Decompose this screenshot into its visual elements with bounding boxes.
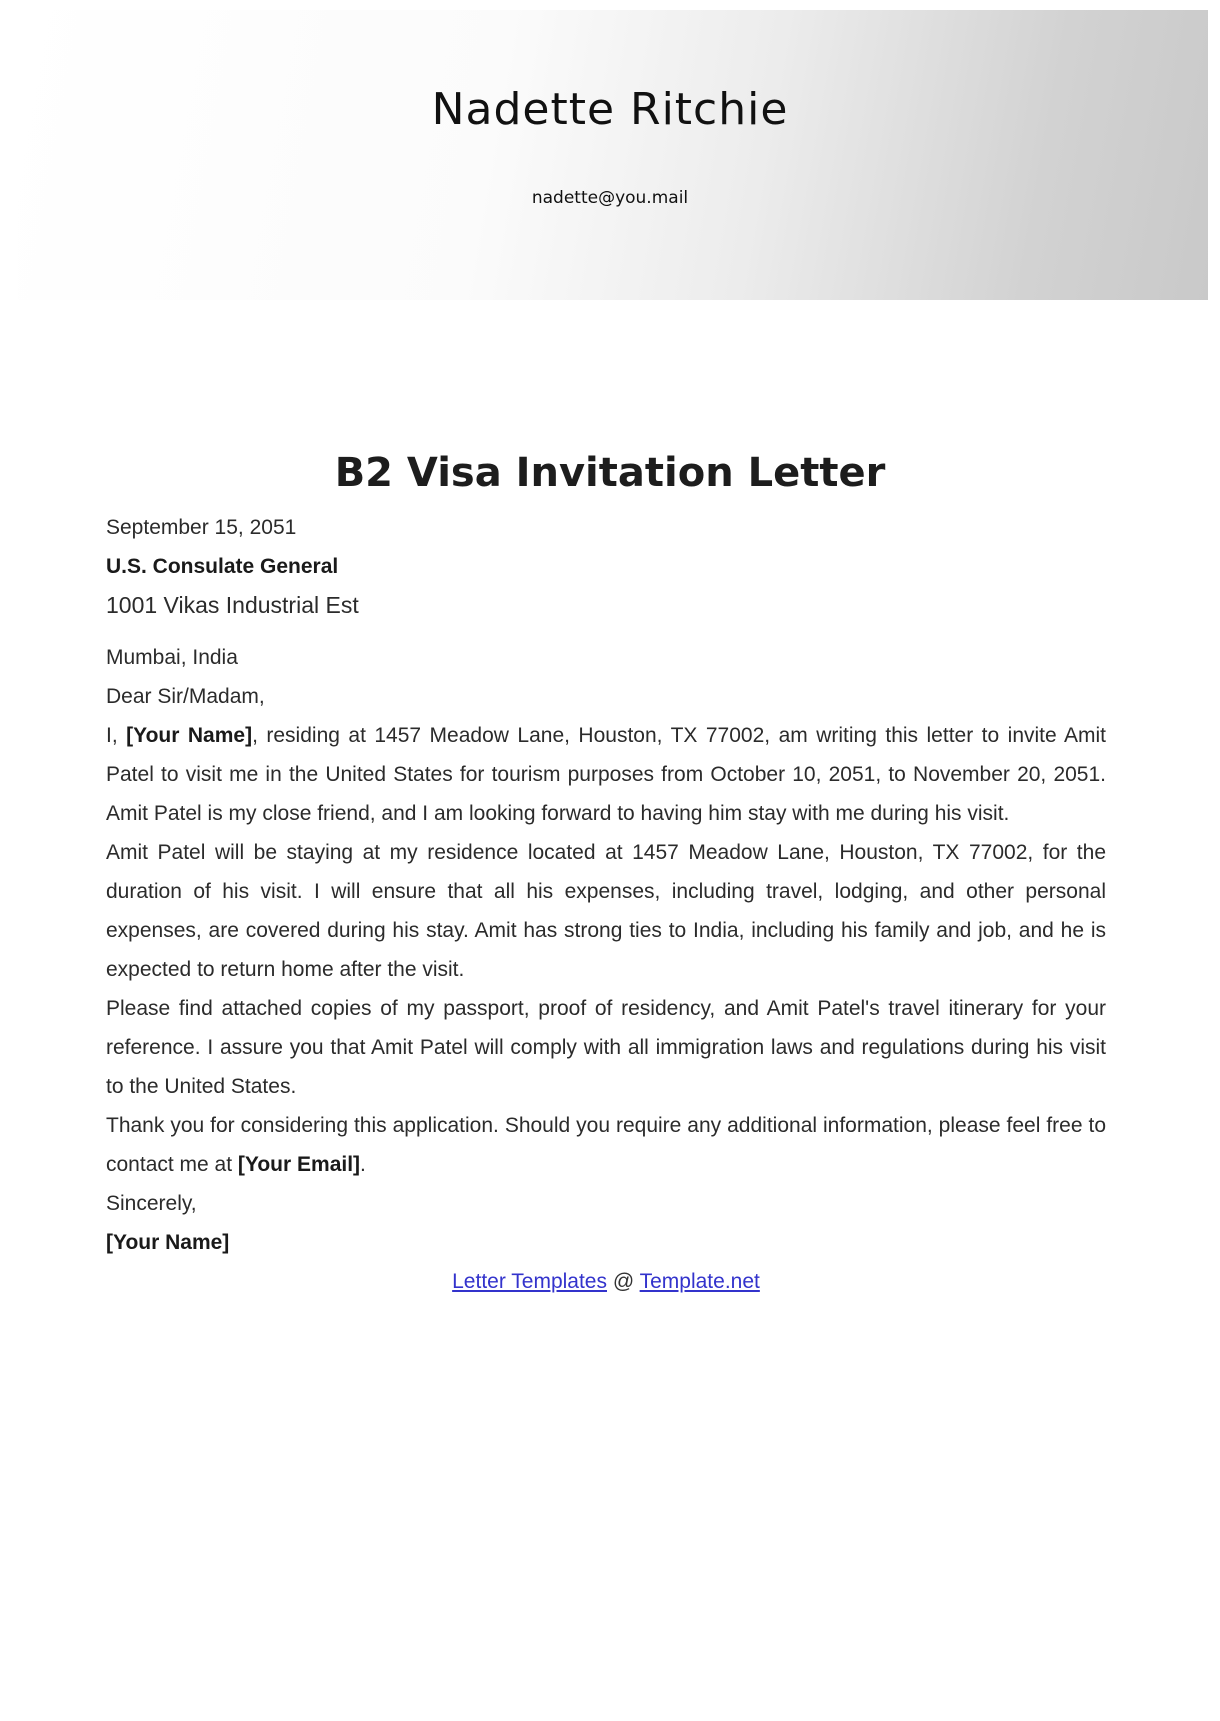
paragraph-4-end: . xyxy=(360,1153,366,1176)
document-title: B2 Visa Invitation Letter xyxy=(334,450,886,496)
paragraph-3: Please find attached copies of my passport, proof of residency, and Amit Patel's travel itinerary for your reference. I assure you that Amit Patel will comply with all immigration laws and regulations during his visit to the United States. xyxy=(106,997,1106,1098)
footer-separator: @ xyxy=(607,1270,640,1293)
header-band xyxy=(18,10,1208,300)
template-net-link[interactable]: Template.net xyxy=(639,1270,760,1293)
closing: Sincerely, xyxy=(106,1192,197,1215)
paragraph-2: Amit Patel will be staying at my residence located at 1457 Meadow Lane, Houston, TX 77002, for the duration of his visit. I will ensure that all his expenses, including travel, lodging, and other personal expenses, are covered during his stay. Amit has strong ties to India, including his family and job, and he is expected to return home after the visit. xyxy=(106,841,1106,981)
your-name-placeholder: [Your Name] xyxy=(126,724,253,747)
letter-body xyxy=(106,508,1106,1301)
sender-name: Nadette Ritchie xyxy=(431,84,789,135)
paragraph-1-start: I, xyxy=(106,724,127,747)
paragraph-1 xyxy=(106,716,1106,833)
paragraph-1-rest: , residing at 1457 Meadow Lane, Houston, TX 77002, am writing this letter to invite Amit Patel to visit me in the United States for tourism purposes from October 10, 2051, to November 20, 2051. Amit Patel is my close friend, and I am looking forward to having him stay with me during his visit. xyxy=(106,724,1106,825)
recipient-street: 1001 Vikas Industrial Est xyxy=(106,592,359,618)
letter-templates-link[interactable]: Letter Templates xyxy=(452,1270,607,1293)
sender-email: nadette@you.mail xyxy=(531,188,689,208)
recipient-organization: U.S. Consulate General xyxy=(106,555,339,578)
paragraph-4 xyxy=(106,1106,1106,1184)
your-email-placeholder: [Your Email] xyxy=(237,1153,361,1176)
letter-date: September 15, 2051 xyxy=(106,516,297,539)
salutation: Dear Sir/Madam, xyxy=(106,685,265,708)
footer-links xyxy=(106,1262,1106,1301)
paragraph-4-start: Thank you for considering this application. Should you require any additional information, please feel free to contact me at xyxy=(106,1114,1106,1176)
recipient-city: Mumbai, India xyxy=(106,646,238,669)
signature: [Your Name] xyxy=(106,1231,230,1254)
